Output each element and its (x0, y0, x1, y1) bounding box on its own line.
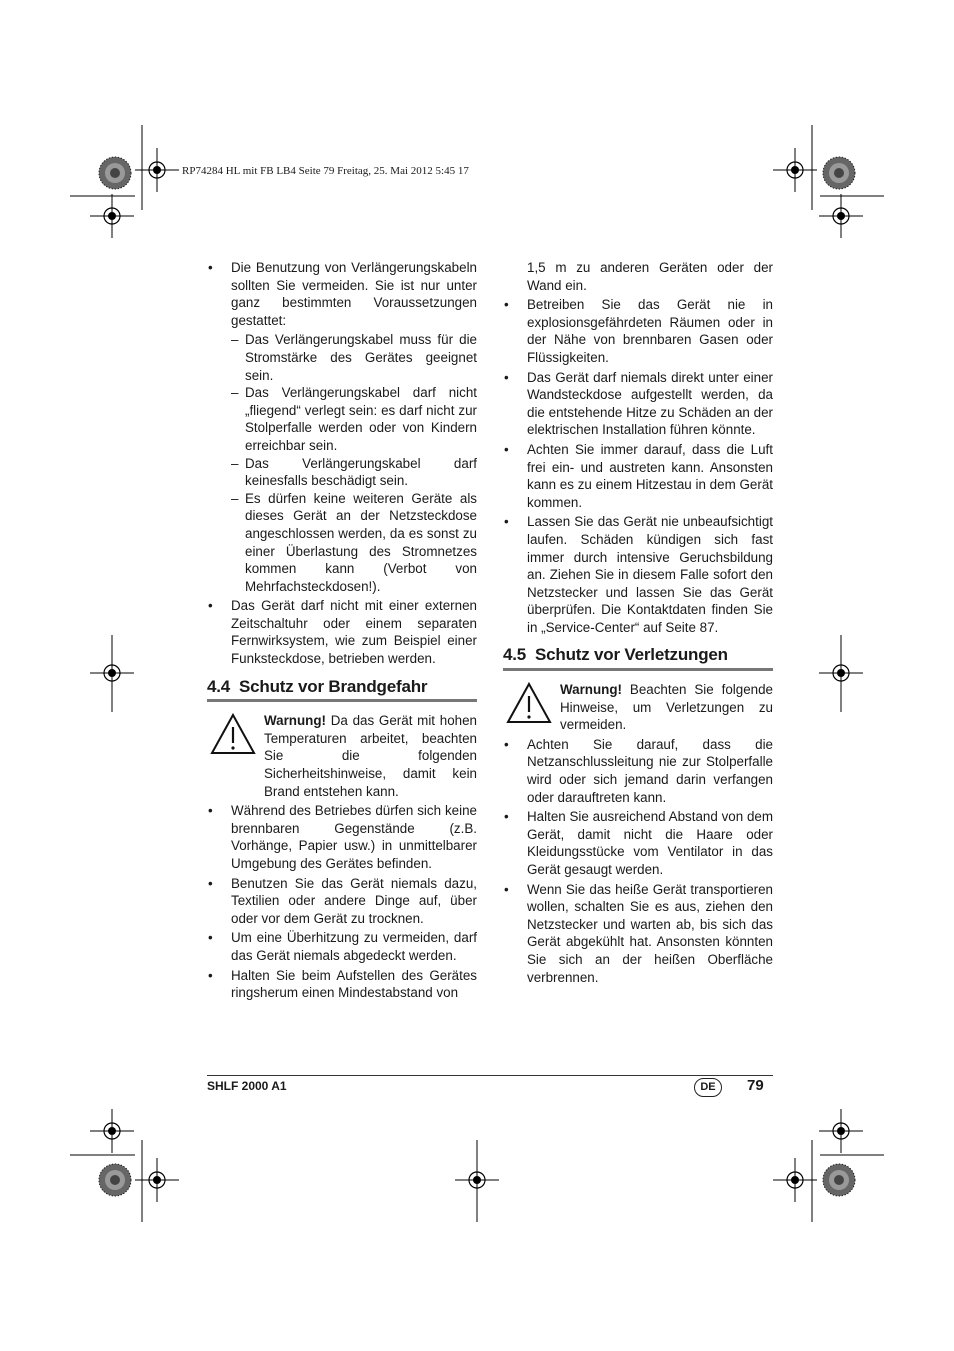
left-column (207, 259, 477, 1004)
section-heading-4-4 (207, 678, 477, 703)
warning-text: Da das Gerät mit hohen Temperaturen arbeitet, beachten Sie die folgenden Sicherheitshinweise, damit kein Brand entstehen kann. (264, 713, 477, 799)
list-item: • Während des Betriebes dürfen sich keine brennbaren Gegenstände (z.B. Vorhänge, Papier usw.) in unmittelbarer Umgebung des Gerätes befinden. (207, 802, 477, 872)
list-item: • Wenn Sie das heiße Gerät transportieren wollen, schalten Sie es aus, ziehen den Netzstecker und warten ab, bis sich das Gerät abgekühlt hat. Ansonsten könnten Sie sich an der heißen Oberfläche verbrennen. (503, 881, 773, 987)
language-badge: DE (694, 1078, 722, 1097)
list-item-continuation: 1,5 m zu anderen Geräten oder der Wand ein. (527, 260, 773, 293)
section-number: 4.5 (503, 645, 527, 665)
warning-label: Warnung! (264, 713, 326, 729)
list-item: • Die Benutzung von Verlängerungskabeln sollten Sie vermeiden. Sie ist nur unter ganz bestimmten Voraussetzungen gestattet: (207, 259, 477, 329)
list-item: • Lassen Sie das Gerät nie unbeaufsichtigt laufen. Schäden kündigen sich fast immer durch intensive Geruchsbildung an. Ziehen Sie in diesem Falle sofort den Netzstecker und lassen Sie das Gerät überprüfen. Die Kontaktdaten finden Sie in „Service-Center“ auf Seite 87. (503, 513, 773, 636)
sub-list-item: – Das Verlängerungskabel darf keinesfalls beschädigt sein. (207, 455, 477, 490)
page-number: 79 (747, 1077, 764, 1094)
sub-list-item: – Das Verlängerungskabel darf nicht „fliegend“ verlegt sein: es darf nicht zur Stolperfalle werden oder von Kindern erreichbar sein. (207, 384, 477, 454)
footer-rule (207, 1075, 773, 1076)
warning-label: Warnung! (560, 682, 622, 698)
footer-model: SHLF 2000 A1 (207, 1079, 287, 1093)
sub-list-item: – Es dürfen keine weiteren Geräte als dieses Gerät an der Netzsteckdose angeschlossen werden, da es sonst zu einer Überlastung des Stromnetzes kommen kann (Verbot von Mehrfachsteckdosen!). (207, 490, 477, 596)
list-item: • Das Gerät darf niemals direkt unter einer Wandsteckdose aufgestellt werden, da die entstehende Hitze zu Schäden an der elektrischen Installation führen könnte. (503, 369, 773, 439)
sub-list-item: – Das Verlängerungskabel muss für die Stromstärke des Gerätes geeignet sein. (207, 331, 477, 384)
list-item: • Betreiben Sie das Gerät nie in explosionsgefährdeten Räumen oder in der Nähe von brennbaren Gasen oder Flüssigkeiten. (503, 296, 773, 366)
warning-box (503, 681, 773, 734)
list-item: • Halten Sie beim Aufstellen des Gerätes ringsherum einen Mindestabstand von (207, 967, 477, 1002)
section-title: Schutz vor Brandgefahr (239, 676, 428, 696)
print-slug: RP74284 HL mit FB LB4 Seite 79 Freitag, 25. Mai 2012 5:45 17 (182, 165, 469, 177)
warning-text: Beachten Sie folgende Hinweise, um Verletzungen zu vermeiden. (560, 682, 773, 733)
warning-triangle-icon (505, 681, 553, 725)
right-column (503, 259, 773, 988)
section-number: 4.4 (207, 676, 231, 696)
list-item: • Achten Sie darauf, dass die Netzanschlussleitung nie zur Stolperfalle wird oder sich jemand darin verfangen oder darauftreten kann. (503, 736, 773, 806)
section-title: Schutz vor Verletzungen (535, 645, 728, 665)
section-heading-4-5 (503, 646, 773, 671)
list-item: • Das Gerät darf nicht mit einer externen Zeitschaltuhr oder einem separaten Fernwirksystem, wie zum Beispiel einer Funksteckdose, betrieben werden. (207, 597, 477, 667)
list-item: • Halten Sie ausreichend Abstand von dem Gerät, damit nicht die Haare oder Kleidungsstücke vom Ventilator in das Gerät gesaugt werden. (503, 808, 773, 878)
list-item: • Um eine Überhitzung zu vermeiden, darf das Gerät niemals abgedeckt werden. (207, 929, 477, 964)
warning-box (207, 712, 477, 800)
list-item: • Benutzen Sie das Gerät niemals dazu, Textilien oder andere Dinge auf, über oder vor dem Gerät zu trocknen. (207, 875, 477, 928)
warning-triangle-icon (209, 712, 257, 756)
list-item: • Achten Sie immer darauf, dass die Luft frei ein- und austreten kann. Ansonsten kann es zu einem Hitzestau in dem Gerät kommen. (503, 441, 773, 511)
